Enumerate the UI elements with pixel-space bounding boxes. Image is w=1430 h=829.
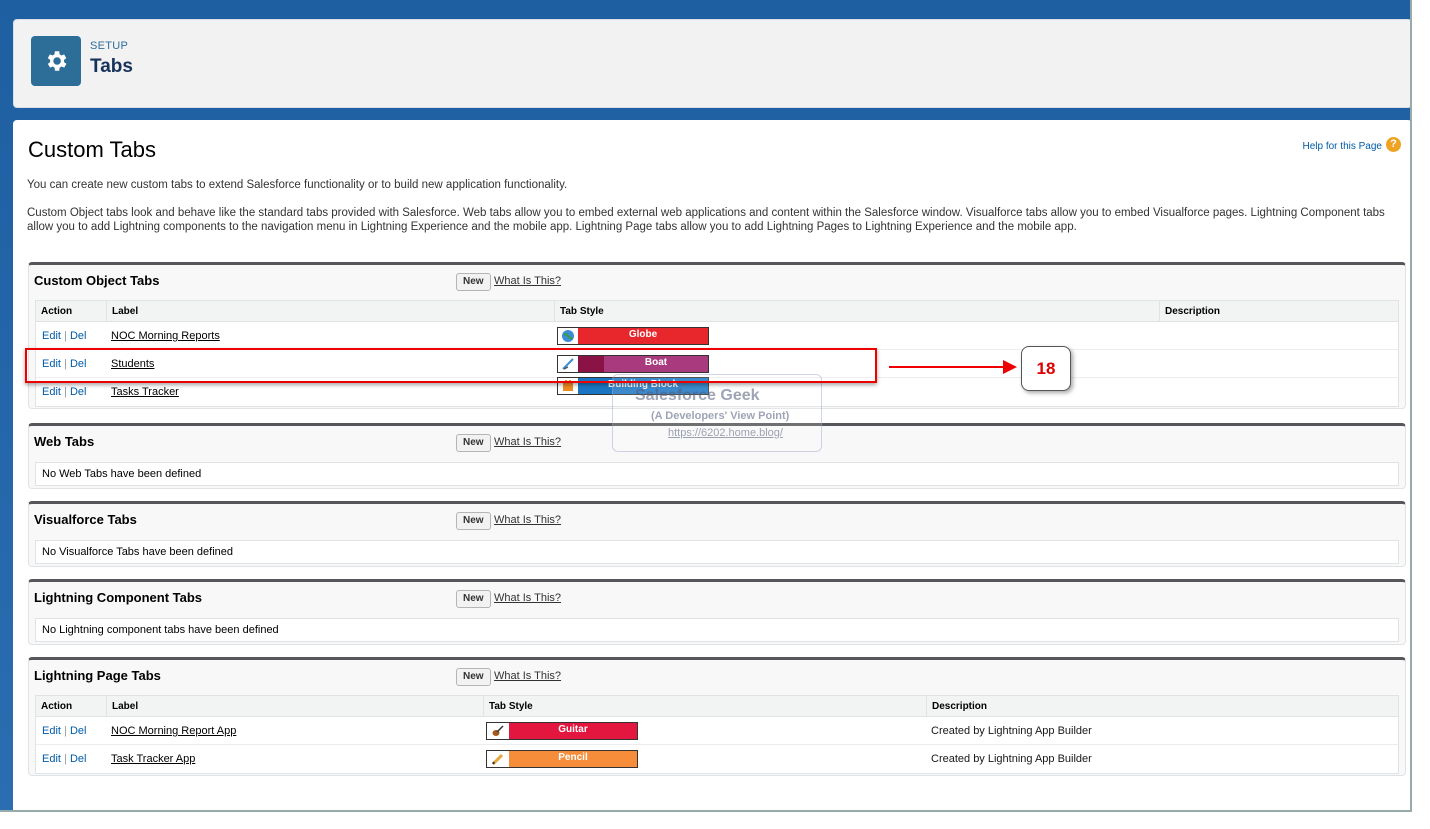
tab-style-name: Building Block [578, 378, 708, 394]
edit-link[interactable]: Edit [42, 358, 61, 370]
new-lightning-component-tab-button[interactable]: New [456, 590, 491, 608]
main-content [13, 120, 1412, 812]
delete-link[interactable]: Del [69, 725, 87, 737]
section-title: Web Tabs [34, 434, 95, 449]
edit-link[interactable]: Edit [42, 386, 61, 398]
visualforce-tabs-section [28, 501, 1406, 567]
help-link[interactable]: Help for this Page [1302, 141, 1382, 152]
row-actions [42, 717, 86, 745]
empty-message: No Lightning component tabs have been defined [42, 624, 279, 636]
tab-style-swatch [486, 722, 638, 740]
web-tabs-section [28, 423, 1406, 489]
column-header-tab-style: Tab Style [483, 696, 926, 717]
page-title: Custom Tabs [28, 137, 156, 162]
what-is-this-link[interactable]: What Is This? [494, 670, 562, 682]
row-description: Created by Lightning App Builder [931, 725, 1092, 737]
separator: | [64, 386, 67, 398]
setup-gear-icon [31, 36, 81, 86]
row-label [111, 745, 195, 773]
table-row [36, 717, 1398, 745]
column-header-description: Description [926, 696, 1399, 717]
lightning-page-tabs-table [35, 695, 1399, 774]
row-actions [42, 322, 86, 350]
lightning-component-tabs-section [28, 579, 1406, 645]
tab-style-swatch [557, 327, 709, 345]
table-header [36, 301, 1398, 322]
new-visualforce-tab-button[interactable]: New [456, 512, 491, 530]
watermark-subtitle: (A Developers' View Point) [651, 410, 790, 422]
section-title: Custom Object Tabs [34, 273, 160, 288]
tab-style-swatch [486, 750, 638, 768]
delete-link[interactable]: Del [69, 330, 87, 342]
edit-link[interactable]: Edit [42, 330, 61, 342]
table-row [36, 322, 1398, 350]
custom-object-tabs-section [28, 262, 1406, 409]
new-custom-object-tab-button[interactable]: New [456, 273, 491, 291]
tab-label-link[interactable]: NOC Morning Report App [111, 725, 237, 737]
column-header-label: Label [106, 696, 483, 717]
globe-icon [558, 328, 578, 344]
new-web-tab-button[interactable]: New [456, 434, 491, 452]
separator: | [64, 753, 67, 765]
web-tabs-table [35, 462, 1399, 486]
new-lightning-page-tab-button[interactable]: New [456, 668, 491, 686]
page-header-title: Tabs [90, 56, 133, 77]
separator: | [64, 358, 67, 370]
tab-label-link[interactable]: Tasks Tracker [111, 386, 179, 398]
intro-text: You can create new custom tabs to extend Salesforce functionality or to build new application functionality. [27, 179, 568, 191]
callout-arrow-line [889, 366, 1009, 368]
tab-label-link[interactable]: NOC Morning Reports [111, 330, 220, 342]
what-is-this-link[interactable]: What Is This? [494, 592, 562, 604]
tab-style-name: Globe [578, 328, 708, 344]
tab-style-name: Guitar [509, 723, 637, 739]
row-description: Created by Lightning App Builder [931, 753, 1092, 765]
guitar-icon [487, 723, 509, 739]
what-is-this-link[interactable]: What Is This? [494, 436, 562, 448]
what-is-this-link[interactable]: What Is This? [494, 514, 562, 526]
row-actions [42, 745, 86, 773]
pencil-icon [487, 751, 509, 767]
delete-link[interactable]: Del [69, 753, 87, 765]
column-header-label: Label [106, 301, 554, 322]
visualforce-tabs-table [35, 540, 1399, 564]
column-header-action: Action [41, 306, 73, 317]
help-icon[interactable]: ? [1386, 137, 1401, 152]
tab-label-link[interactable]: Students [111, 358, 155, 370]
tab-style-name: Boat [604, 356, 708, 372]
tab-label-link[interactable]: Task Tracker App [111, 753, 196, 765]
callout-arrow-icon [1003, 360, 1017, 374]
empty-message: No Visualforce Tabs have been defined [42, 546, 234, 558]
row-label [111, 322, 220, 350]
breadcrumb[interactable]: SETUP [90, 40, 129, 52]
separator: | [64, 330, 67, 342]
step-number-badge: 18 [1021, 346, 1071, 391]
delete-link[interactable]: Del [69, 358, 87, 370]
setup-header [13, 19, 1412, 108]
delete-link[interactable]: Del [69, 386, 87, 398]
edit-link[interactable]: Edit [42, 725, 61, 737]
separator: | [64, 725, 67, 737]
table-row [36, 745, 1398, 773]
column-header-tab-style: Tab Style [554, 301, 1159, 322]
row-label [111, 717, 236, 745]
section-title: Lightning Page Tabs [34, 668, 161, 683]
lightning-component-tabs-table [35, 618, 1399, 642]
edit-link[interactable]: Edit [42, 753, 61, 765]
section-title: Lightning Component Tabs [34, 590, 203, 605]
highlight-box [25, 348, 877, 383]
section-title: Visualforce Tabs [34, 512, 137, 527]
table-header [36, 696, 1398, 717]
empty-message: No Web Tabs have been defined [42, 468, 202, 480]
what-is-this-link[interactable]: What Is This? [494, 275, 562, 287]
column-header-action: Action [41, 701, 73, 712]
intro-description: Custom Object tabs look and behave like the standard tabs provided with Salesforce. Web tabs allow you to embed external web applications and content within the Salesforce window. Visualforce tabs allow you to embed Visualforce pages. Lightning Component tabs allow you to add Lightning components to the navigation menu in Lightning Experience and the mobile app. Lightning Page tabs allow you to add Lightning Pages to Lightning Experience and the mobile app. [27, 207, 1385, 233]
column-header-description: Description [1159, 301, 1399, 322]
tab-style-name: Pencil [509, 751, 637, 767]
watermark-url: https://6202.home.blog/ [668, 427, 783, 439]
lightning-page-tabs-section [28, 657, 1406, 776]
watermark-title: Salesforce Geek [635, 387, 760, 404]
